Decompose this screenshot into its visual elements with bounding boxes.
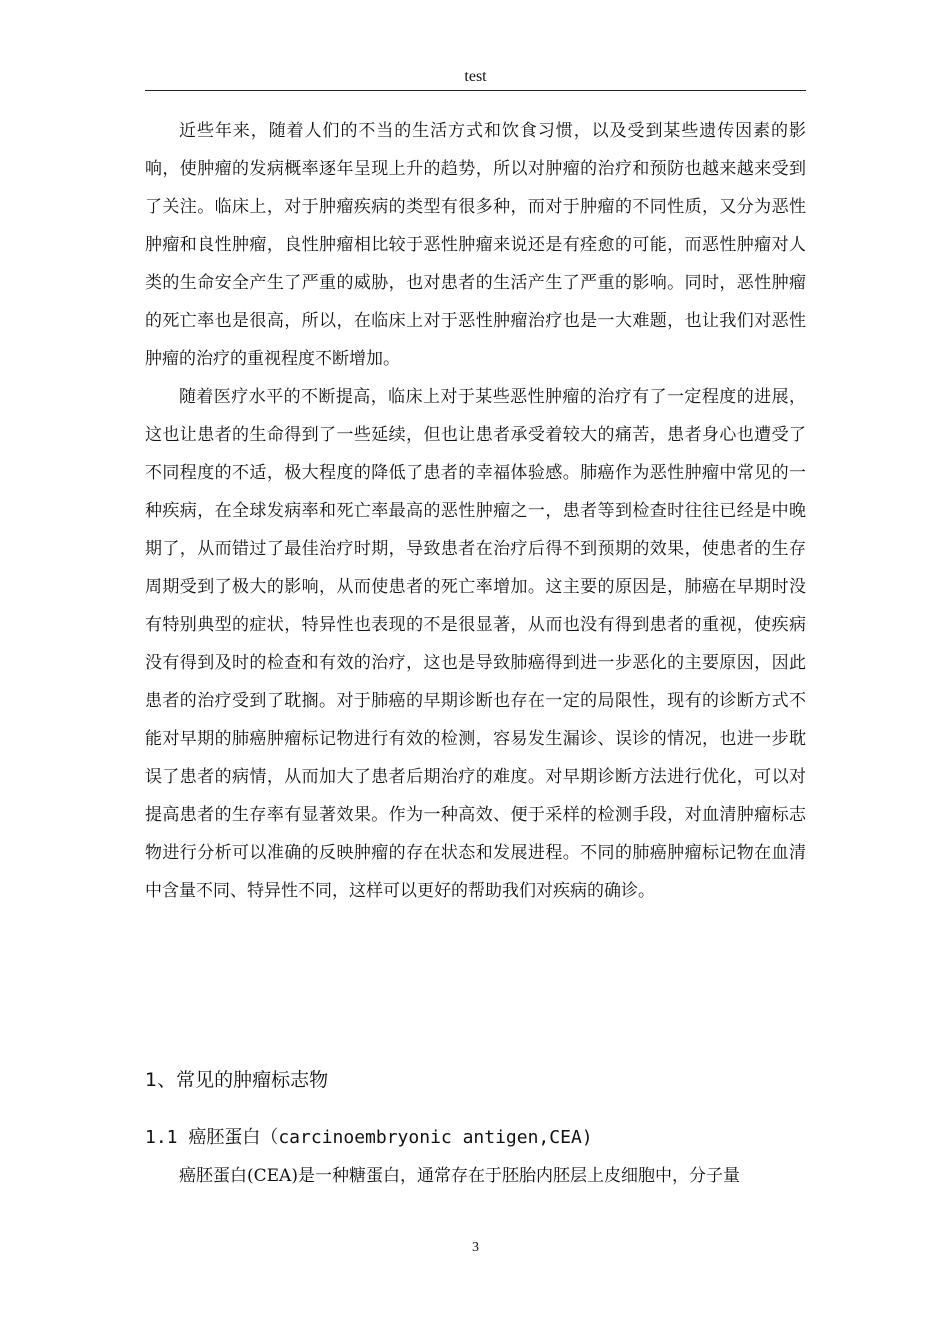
paragraph-2: 随着医疗水平的不断提高，临床上对于某些恶性肿瘤的治疗有了一定程度的进展，这也让患者的生命得到了一些延续，但也让患者承受着较大的痛苦，患者身心也遭受了不同程度的不适，极大程度的降低了患者的幸福体验感。肺癌作为恶性肿瘤中常见的一种疾病，在全球发病率和死亡率最高的恶性肿瘤之一，患者等到检查时往往已经是中晚期了，从而错过了最佳治疗时期，导致患者在治疗后得不到预期的效果，使患者的生存周期受到了极大的影响，从而使患者的死亡率增加。这主要的原因是，肺癌在早期时没有特别典型的症状，特异性也表现的不是很显著，从而也没有得到患者的重视，使疾病没有得到及时的检查和有效的治疗，这也是导致肺癌得到进一步恶化的主要原因，因此患者的治疗受到了耽搁。对于肺癌的早期诊断也存在一定的局限性，现有的诊断方式不能对早期的肺癌肿瘤标记物进行有效的检测，容易发生漏诊、误诊的情况，也进一步耽误了患者的病情，从而加大了患者后期治疗的难度。对早期诊断方法进行优化，可以对提高患者的生存率有显著效果。作为一种高效、便于采样的检测手段，对血清肿瘤标志物进行分析可以准确的反映肿瘤的存在状态和发展进程。不同的肺癌肿瘤标记物在血清中含量不同、特异性不同，这样可以更好的帮助我们对疾病的确诊。	[145, 387, 806, 901]
body-text	[145, 112, 806, 910]
section-heading: 1、常见的肿瘤标志物	[145, 1069, 329, 1091]
page-header: test	[464, 68, 487, 85]
subsection-heading: 1.1 癌胚蛋白（carcinoembryonic antigen,CEA)	[145, 1127, 593, 1148]
paragraph-1: 近些年来，随着人们的不当的生活方式和饮食习惯，以及受到某些遗传因素的影响，使肿瘤的发病概率逐年呈现上升的趋势，所以对肿瘤的治疗和预防也越来越来受到了关注。临床上，对于肿瘤疾病的类型有很多种，而对于肿瘤的不同性质，又分为恶性肿瘤和良性肿瘤，良性肿瘤相比较于恶性肿瘤来说还是有痊愈的可能，而恶性肿瘤对人类的生命安全产生了严重的威胁，也对患者的生活产生了严重的影响。同时，恶性肿瘤的死亡率也是很高，所以，在临床上对于恶性肿瘤治疗也是一大难题，也让我们对恶性肿瘤的治疗的重视程度不断增加。	[145, 121, 806, 369]
paragraph-cea: 癌胚蛋白(CEA)是一种糖蛋白，通常存在于胚胎内胚层上皮细胞中，分子量	[179, 1166, 740, 1186]
page-number: 3	[472, 1240, 479, 1255]
header-divider	[145, 90, 806, 91]
